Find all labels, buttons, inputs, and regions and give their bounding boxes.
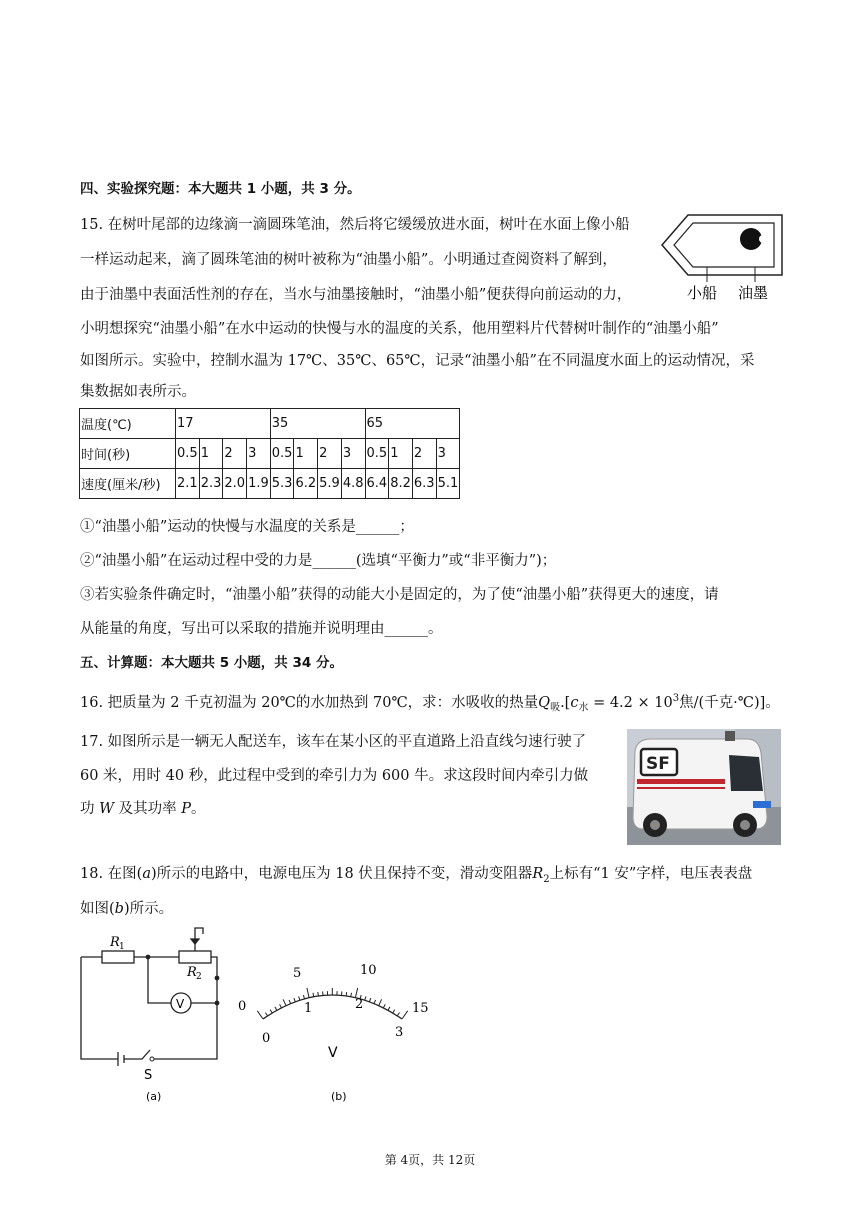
data-table (79, 408, 460, 499)
q18-line-1: 18. 在图(a)所示的电路中，电源电压为 18 伏且保持不变，滑动变阻器$R_2$上标有“1 安”字样，电压表表盘 (80, 866, 753, 885)
r2-label: R (187, 965, 197, 980)
section5-heading: 五、计算题：本大题共 5 小题，共 34 分。 (80, 655, 343, 671)
q18-line-2: 如图(b)所示。 (80, 901, 174, 917)
dial-inner-1: 1 (304, 1001, 313, 1016)
q15-line-3: 由于油墨中表面活性剂的存在，当水与油墨接触时，“油墨小船”便获得向前运动的力， (80, 287, 632, 303)
dial-inner-3: 3 (395, 1025, 404, 1040)
dial-tick (383, 1004, 385, 1008)
dial-outer-15: 15 (412, 1001, 429, 1016)
time-cell: 0.5 (365, 439, 389, 469)
time-cell: 1 (199, 439, 223, 469)
dial-tick (270, 1010, 272, 1013)
circuit-diagram (72, 922, 232, 1106)
q15-line-5: 如图所示。实验中，控制水温为 17℃、35℃、65℃，记录“油墨小船”在不同温度水面上的运动情况，采 (80, 353, 755, 369)
q15-sub3-line1: ③若实验条件确定时，“油墨小船”获得的动能大小是固定的，为了使“油墨小船”获得更大的速度，请 (80, 587, 719, 603)
speed-cell: 2.3 (199, 469, 223, 499)
section4-heading: 四、实验探究题：本大题共 1 小题，共 3 分。 (80, 181, 361, 197)
speed-cell: 6.2 (294, 469, 318, 499)
dial-inner-2: 2 (355, 997, 364, 1012)
dial-tick (388, 1007, 390, 1011)
delivery-vehicle-photo (627, 729, 781, 845)
dial-tick (265, 1013, 267, 1016)
time-cell: 1 (294, 439, 318, 469)
time-cell: 3 (436, 439, 460, 469)
time-cell: 2 (412, 439, 436, 469)
speed-cell: 6.3 (412, 469, 436, 499)
speed-cell: 2.1 (176, 469, 200, 499)
dial-outer-10: 10 (360, 963, 377, 978)
temp-cell: 17 (176, 409, 271, 439)
dial-tick (303, 995, 304, 999)
dial-outer-5: 5 (293, 966, 302, 981)
dial-tick (318, 992, 319, 996)
switch-label: S (144, 1068, 153, 1083)
q17-line-3: 功 W 及其功率 P。 (80, 801, 206, 817)
q17-line-1: 17. 如图所示是一辆无人配送车，该车在某小区的平直道路上沿直线匀速行驶了 (80, 734, 587, 750)
speed-cell: 5.3 (270, 469, 294, 499)
ink-boat-figure (660, 210, 786, 305)
q15-line-6: 集数据如表所示。 (80, 384, 196, 400)
speed-cell: 2.0 (223, 469, 247, 499)
dial-tick (393, 1010, 395, 1013)
dial-tick (402, 1011, 408, 1019)
speed-cell: 4.8 (341, 469, 365, 499)
dial-unit: V (328, 1045, 338, 1061)
dial-inner-0: 0 (262, 1031, 271, 1046)
speed-cell: 5.1 (436, 469, 460, 499)
table-row-time (80, 439, 460, 469)
dial-tick (365, 996, 366, 1000)
table-row-speed (80, 469, 460, 499)
dial-tick (369, 998, 370, 1002)
dial-tick (294, 998, 295, 1002)
time-cell: 1 (389, 439, 413, 469)
voltmeter-label: V (176, 997, 185, 1011)
dial-tick (283, 999, 286, 1005)
boat-label: 小船 (687, 284, 718, 302)
q15-sub2: ②“油墨小船”在运动过程中受的力是______(选填“平衡力”或“非平衡力”)； (80, 553, 557, 569)
dial-tick (280, 1004, 282, 1008)
time-cell: 2 (318, 439, 342, 469)
r1-label: R (110, 935, 120, 950)
dial-tick (275, 1007, 277, 1011)
dial-tick (289, 1000, 291, 1004)
speed-cell: 1.9 (247, 469, 271, 499)
r1-subscript: 1 (119, 942, 125, 952)
dial-tick (397, 1013, 399, 1016)
temp-header-cell: 温度(℃) (80, 409, 176, 439)
time-cell: 0.5 (176, 439, 200, 469)
temp-cell: 65 (365, 409, 460, 439)
voltmeter-dial (232, 960, 436, 1104)
dial-tick (351, 993, 352, 997)
q16-text: 16. 把质量为 2 千克初温为 20℃的水加热到 70℃，求：水吸收的热量$Q_吸.[c_水 = 4.2 \times 10^3$焦/(千克·℃)]。 (80, 693, 780, 714)
time-cell: 3 (247, 439, 271, 469)
dial-tick (257, 1011, 263, 1019)
dial-tick (313, 993, 314, 997)
temp-cell: 35 (270, 409, 365, 439)
dial-tick (379, 999, 382, 1005)
dial-tick (299, 996, 300, 1000)
speed-cell: 5.9 (318, 469, 342, 499)
dial-tick (346, 992, 347, 996)
time-cell: 2 (223, 439, 247, 469)
dial-tick (307, 988, 309, 998)
q15-line-1: 15. 在树叶尾部的边缘滴一滴圆珠笔油，然后将它缓缓放进水面，树叶在水面上像小船 (80, 217, 630, 233)
dial-outer-0: 0 (238, 999, 247, 1014)
ink-label: 油墨 (738, 284, 769, 302)
sf-logo: SF (646, 754, 670, 774)
time-header-cell: 时间(秒) (80, 439, 176, 469)
speed-cell: 8.2 (389, 469, 413, 499)
speed-cell: 6.4 (365, 469, 389, 499)
dial-tick (374, 1000, 376, 1004)
q17-line-2: 60 米，用时 40 秒，此过程中受到的牵引力为 600 牛。求这段时间内牵引力做 (80, 768, 589, 784)
figure-b-caption: (b) (331, 1090, 347, 1103)
q15-line-2: 一样运动起来，滴了圆珠笔油的树叶被称为“油墨小船”。小明通过查阅资料了解到， (80, 252, 617, 268)
time-cell: 0.5 (270, 439, 294, 469)
page-footer: 第 4页，共 12页 (384, 1153, 476, 1167)
q15-sub3-line2: 从能量的角度，写出可以采取的措施并说明理由______。 (80, 621, 443, 637)
figure-a-caption: (a) (146, 1090, 162, 1103)
q15-sub1: ①“油墨小船”运动的快慢与水温度的关系是______； (80, 519, 414, 535)
time-cell: 3 (341, 439, 365, 469)
q15-line-4: 小明想探究“油墨小船”在水中运动的快慢与水的温度的关系，他用塑料片代替树叶制作的“油墨小船” (80, 321, 719, 337)
table-row-temperature (80, 409, 460, 439)
r2-subscript: 2 (196, 972, 202, 982)
speed-header-cell: 速度(厘米/秒) (80, 469, 176, 499)
